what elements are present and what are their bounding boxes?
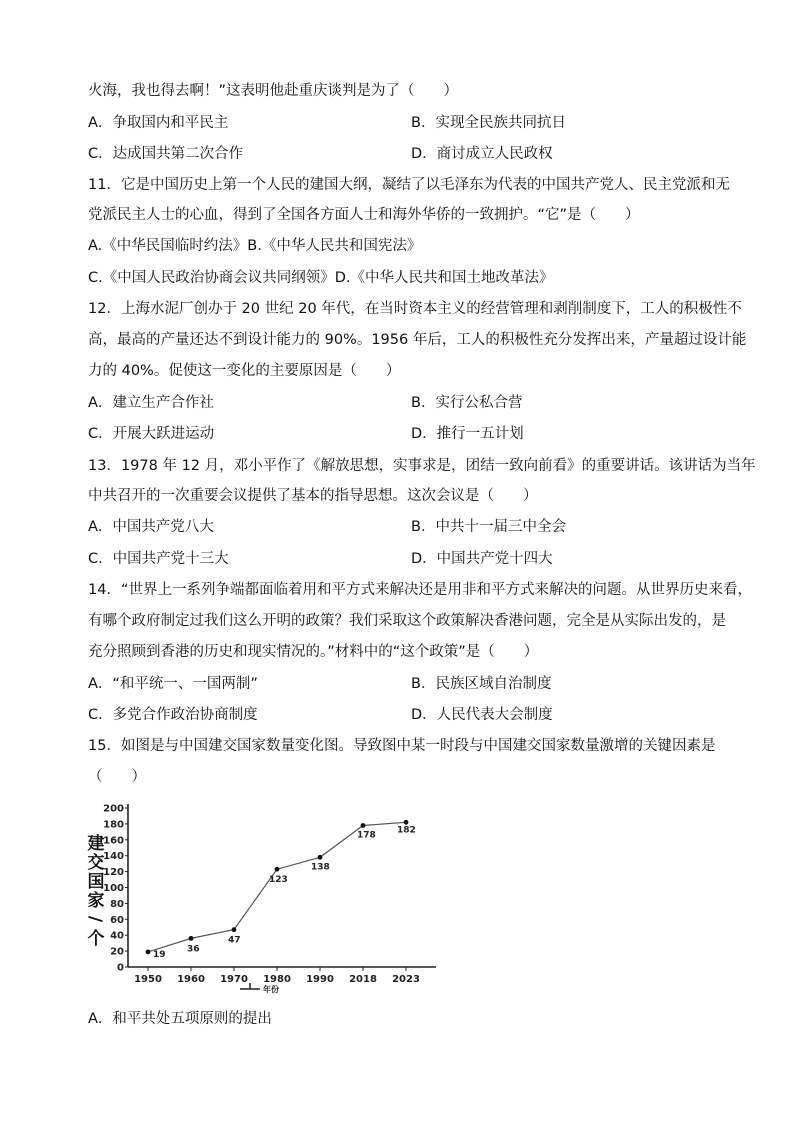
y-tick-label: 80 [110,898,124,910]
q11-stem-line-2: 党派民主人士的心血，得到了全国各方面人士和海外华侨的一致拥护。“它”是（ ） [88,207,640,223]
y-tick-label: 20 [110,946,124,958]
data-label: 36 [187,944,200,955]
q14-option-a: A．“和平统一、一国两制” [88,676,258,692]
q15-option-a: A．和平共处五项原则的提出 [88,1011,272,1027]
y-axis-label-char: 建 [87,834,105,854]
data-label: 182 [397,825,416,836]
x-tick-label: 1990 [306,974,334,985]
q14-option-d: D．人民代表大会制度 [411,707,553,723]
data-point [232,927,237,932]
diplomatic-relations-line-chart [80,795,450,1000]
data-label: 47 [228,935,241,946]
q12-stem-line-1: 12．上海水泥厂创办于 20 世纪 20 年代，在当时资本主义的经营管理和剥削制度下，工人的积极性不 [88,301,742,317]
q10-option-d: D．商讨成立人民政权 [411,146,553,162]
y-axis-label-char: 国 [87,872,105,892]
data-label: 123 [269,875,288,886]
y-tick-label: 200 [103,803,124,815]
x-tick-label: 1960 [177,974,205,985]
x-axis-label: 年份 [263,985,279,994]
x-tick-label: 1980 [263,974,291,985]
y-tick-label: 180 [103,819,124,831]
q13-option-a: A．中国共产党八大 [88,519,214,535]
q11-options-line-1: A.《中华民国临时约法》B.《中华人民共和国宪法》 [88,238,422,254]
q10-option-b: B．实现全民族共同抗日 [411,115,566,131]
y-tick-label: 140 [103,851,124,863]
y-tick-label: 160 [103,835,124,847]
q14-stem-line-3: 充分照顾到香港的历史和现实情况的。”材料中的“这个政策”是（ ） [88,644,539,660]
y-tick-label: 60 [110,914,124,926]
data-point [318,855,323,860]
x-tick-label: 2018 [349,974,377,985]
y-axis-label [85,833,105,949]
y-tick-label: 100 [103,883,124,894]
x-tick-label: 1950 [134,974,162,985]
q15-stem-line-2: （ ） [88,769,146,785]
q13-option-b: B．中共十一届三中全会 [411,519,566,535]
data-label: 178 [357,830,376,841]
q11-stem-line-1: 11．它是中国历史上第一个人民的建国大纲，凝结了以毛泽东为代表的中国共产党人、民主党派和无 [88,177,730,193]
y-axis-label-char: 交 [87,853,105,873]
y-axis-label-char: 家 [87,891,105,911]
q10-stem: 火海，我也得去啊！”这表明他赴重庆谈判是为了（ ） [88,83,459,99]
x-tick-label: 2023 [392,974,420,985]
q12-option-c: C．开展大跃进运动 [88,426,215,442]
data-point [404,820,409,825]
y-tick-label: 40 [110,930,124,942]
chart-axes [128,804,436,967]
q14-stem-line-2: 有哪个政府制定过我们这么开明的政策？我们采取这个政策解决香港问题，完全是从实际出发的，是 [88,613,726,629]
y-axis-ticks [103,804,128,974]
y-axis-label-char: 个 [87,929,105,949]
q12-stem-line-2: 高，最高的产量还达不到设计能力的 90%。1956 年后，工人的积极性充分发挥出来，产量超过设计能 [88,332,747,348]
y-tick-label: 0 [117,962,124,974]
data-point [189,936,194,941]
data-point [275,867,280,872]
q15-stem-line-1: 15．如图是与中国建交国家数量变化图。导致图中某一时段与中国建交国家数量激增的关键因素是 [88,738,716,754]
q12-option-a: A．建立生产合作社 [88,395,214,411]
data-point [361,823,366,828]
q12-option-d: D．推行一五计划 [411,426,524,442]
y-tick-label: 120 [103,867,124,879]
data-label: 138 [311,862,330,873]
data-point [146,949,151,954]
x-tick-label: 1970 [220,974,248,985]
q14-option-b: B．民族区域自治制度 [411,676,552,692]
q12-stem-line-3: 力的 40%。促使这一变化的主要原因是（ ） [88,363,401,379]
q13-stem-line-2: 中共召开的一次重要会议提供了基本的指导思想。这次会议是（ ） [88,488,538,504]
q10-option-c: C．达成国共第二次合作 [88,146,244,162]
data-label: 19 [153,949,166,960]
y-axis-label-char: / [85,915,105,923]
q10-option-a: A．争取国内和平民主 [88,115,229,131]
q13-stem-line-1: 13．1978 年 12 月，邓小平作了《解放思想，实事求是，团结一致向前看》的重要讲话。该讲话为当年 [88,458,756,474]
q14-stem-line-1: 14．“世界上一系列争端都面临着用和平方式来解决还是用非和平方式来解决的问题。从世界历史来看， [88,582,752,598]
x-axis-ticks [134,967,420,985]
q11-options-line-2: C.《中国人民政治协商会议共同纲领》D.《中华人民共和国土地改革法》 [88,270,554,286]
q13-option-d: D．中国共产党十四大 [411,551,553,567]
q13-option-c: C．中国共产党十三大 [88,551,229,567]
chart-series [146,820,416,960]
q12-option-b: B．实行公私合营 [411,395,523,411]
q14-option-c: C．多党合作政治协商制度 [88,707,258,723]
